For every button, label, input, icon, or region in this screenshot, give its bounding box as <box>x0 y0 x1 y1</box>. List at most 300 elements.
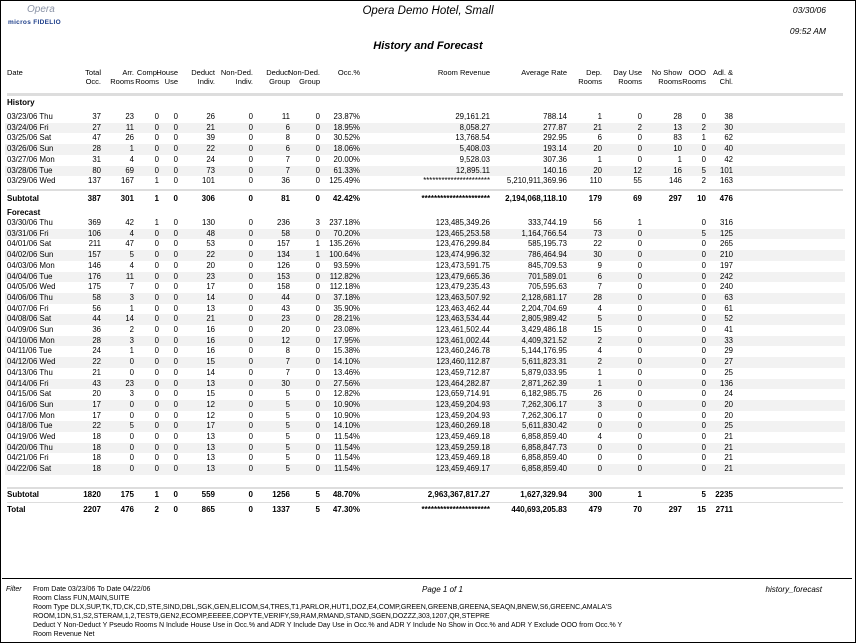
cell-total-occ: 31 <box>92 154 101 164</box>
cell-dep-rooms: 56 <box>593 218 602 227</box>
cell-arr-rooms: 11 <box>125 122 134 132</box>
cell-arr-rooms: 14 <box>125 314 134 324</box>
cell-comp-rooms: 0 <box>154 260 159 270</box>
cell-non-ded-group: 0 <box>315 325 320 334</box>
cell-non-ded-group: 0 <box>315 453 320 463</box>
cell-non-ded-group: 0 <box>315 399 320 409</box>
table-row <box>5 133 845 144</box>
cell-average-rate: 193.14 <box>543 144 567 154</box>
filter-line: Room Type DLX,SUP,TK,TD,CK,CD,STE,SIND,DBL,SGK,GEN,ELICOM,S4,TRES,T1,PARLOR,HUT1,DOZ,E4,COMP,GREEN,GREENB,GREENA,SEAQN,BNEW,S6,GREENC,AMALA'S <box>33 604 612 611</box>
table-row <box>5 357 845 368</box>
cell-date: 04/15/06 Sat <box>7 389 52 399</box>
cell-house-use: 0 <box>173 399 178 409</box>
cell-occ-pct: 10.90% <box>333 399 360 409</box>
cell-total-occ: 44 <box>92 314 101 324</box>
cell-dep-rooms: 20 <box>593 144 602 154</box>
cell-comp-rooms: 0 <box>154 271 159 281</box>
cell-day-use-rooms: 0 <box>637 367 642 377</box>
cell-house-use: 0 <box>173 292 178 302</box>
opera-logo: Opera <box>27 4 55 15</box>
cell-average-rate: 2,805,989.42 <box>521 314 567 324</box>
cell-day-use-rooms: 0 <box>637 144 642 154</box>
cell-day-use-rooms: 0 <box>637 464 642 474</box>
cell-dep-rooms: 28 <box>593 292 602 302</box>
cell-non-ded-indiv: 0 <box>248 303 253 313</box>
cell-occ-pct: 112.18% <box>329 282 360 292</box>
column-header-dep-rooms: Dep. Rooms <box>578 68 602 86</box>
cell-date: 03/29/06 Wed <box>7 176 56 186</box>
cell-date: 04/01/06 Sat <box>7 239 52 249</box>
cell-non-ded-group: 0 <box>315 133 320 143</box>
cell-house-use: 0 <box>173 432 178 441</box>
cell-comp-rooms: 0 <box>154 292 159 302</box>
cell-room-revenue: 123,459,469.17 <box>435 464 490 474</box>
cell-house-use: 0 <box>173 154 178 164</box>
cell-ooo-rooms: 2 <box>701 122 706 132</box>
cell-comp-rooms: 0 <box>154 399 159 409</box>
cell-average-rate: 140.16 <box>543 165 567 175</box>
table-row <box>5 400 845 411</box>
cell-date: 03/26/06 Sun <box>7 144 54 154</box>
cell-non-ded-indiv: 0 <box>248 122 253 132</box>
cell-average-rate: 5,611,830.42 <box>522 421 567 431</box>
cell-deduct-indiv: 14 <box>206 367 215 377</box>
cell-house-use: 0 <box>173 165 178 175</box>
cell-house-use: 0 <box>173 271 178 281</box>
cell-comp-rooms: 0 <box>154 314 159 324</box>
cell-ooo-rooms: 5 <box>701 228 706 238</box>
cell-deduct-group: 30 <box>281 378 290 388</box>
cell-deduct-group: 20 <box>281 325 290 334</box>
cell-deduct-group: 7 <box>285 357 290 367</box>
cell-deduct-group: 158 <box>276 282 290 292</box>
cell-average-rate: 1,627,329.94 <box>520 490 567 499</box>
cell-deduct-indiv: 23 <box>206 271 215 281</box>
cell-average-rate: 277.87 <box>543 122 567 132</box>
cell-adl-chl: 20 <box>724 410 733 420</box>
cell-day-use-rooms: 0 <box>637 239 642 249</box>
column-header-deduct-indiv: Deduct Indiv. <box>191 68 215 86</box>
cell-total-occ: 47 <box>92 133 101 143</box>
table-row <box>5 123 845 134</box>
cell-occ-pct: 10.90% <box>333 410 360 420</box>
cell-house-use: 0 <box>173 335 178 345</box>
cell-deduct-indiv: 559 <box>201 490 215 499</box>
cell-no-show-rooms: 297 <box>668 194 682 203</box>
cell-room-revenue: 123,460,269.18 <box>435 421 490 431</box>
cell-total-occ: 369 <box>87 218 101 227</box>
cell-deduct-indiv: 24 <box>206 154 215 164</box>
cell-deduct-group: 11 <box>281 112 290 121</box>
cell-non-ded-indiv: 0 <box>248 144 253 154</box>
cell-house-use: 0 <box>173 453 178 463</box>
cell-adl-chl: 2235 <box>715 490 733 499</box>
cell-ooo-rooms: 0 <box>701 218 706 227</box>
cell-comp-rooms: 0 <box>154 421 159 431</box>
cell-room-revenue: 9,528.03 <box>459 154 490 164</box>
cell-room-revenue: 123,479,665.36 <box>435 271 490 281</box>
cell-adl-chl: 197 <box>719 260 733 270</box>
cell-deduct-group: 5 <box>285 399 290 409</box>
cell-room-revenue: 29,161.21 <box>455 112 490 121</box>
forecast-section-label: Forecast <box>7 208 41 217</box>
cell-day-use-rooms: 0 <box>637 314 642 324</box>
cell-deduct-indiv: 48 <box>206 228 215 238</box>
cell-non-ded-group: 1 <box>315 239 320 249</box>
cell-average-rate: 701,589.01 <box>527 271 567 281</box>
cell-arr-rooms: 42 <box>125 218 134 227</box>
cell-adl-chl: 24 <box>724 389 733 399</box>
cell-occ-pct: 93.59% <box>333 260 360 270</box>
cell-adl-chl: 242 <box>719 271 733 281</box>
cell-house-use: 0 <box>173 490 178 499</box>
cell-comp-rooms: 0 <box>154 144 159 154</box>
cell-arr-rooms: 7 <box>129 282 134 292</box>
cell-arr-rooms: 167 <box>120 176 134 186</box>
cell-deduct-indiv: 73 <box>206 165 215 175</box>
history-section-label: History <box>7 98 35 107</box>
total-row <box>5 505 845 516</box>
cell-ooo-rooms: 2 <box>701 176 706 186</box>
cell-ooo-rooms: 1 <box>701 133 706 143</box>
cell-occ-pct: 23.08% <box>333 325 360 334</box>
cell-average-rate: 6,858,859.40 <box>521 464 567 474</box>
cell-comp-rooms: 1 <box>154 194 159 203</box>
cell-room-revenue: ********************** <box>421 505 490 514</box>
cell-deduct-group: 23 <box>281 314 290 324</box>
cell-house-use: 0 <box>173 325 178 334</box>
cell-no-show-rooms: 1 <box>677 154 682 164</box>
cell-date: 03/27/06 Mon <box>7 154 55 164</box>
cell-dep-rooms: 4 <box>597 432 602 441</box>
cell-deduct-group: 5 <box>285 442 290 452</box>
cell-ooo-rooms: 0 <box>701 112 706 121</box>
cell-non-ded-group: 0 <box>315 335 320 345</box>
cell-dep-rooms: 15 <box>593 325 602 334</box>
cell-adl-chl: 21 <box>724 432 733 441</box>
cell-total-occ: 27 <box>92 122 101 132</box>
cell-comp-rooms: 0 <box>154 346 159 356</box>
table-row <box>5 346 845 357</box>
cell-room-revenue: 123,460,112.87 <box>436 357 490 367</box>
cell-deduct-indiv: 16 <box>206 346 215 356</box>
cell-deduct-group: 5 <box>285 464 290 474</box>
cell-date: 04/07/06 Fri <box>7 303 49 313</box>
cell-average-rate: 292.95 <box>543 133 567 143</box>
cell-date: 04/21/06 Fri <box>7 453 49 463</box>
cell-non-ded-indiv: 0 <box>248 239 253 249</box>
cell-ooo-rooms: 15 <box>697 505 706 514</box>
cell-no-show-rooms: 297 <box>668 505 682 514</box>
cell-non-ded-indiv: 0 <box>248 464 253 474</box>
cell-non-ded-group: 0 <box>315 303 320 313</box>
cell-ooo-rooms: 0 <box>701 442 706 452</box>
cell-day-use-rooms: 0 <box>637 303 642 313</box>
cell-dep-rooms: 1 <box>597 154 602 164</box>
cell-deduct-indiv: 101 <box>201 176 215 186</box>
cell-average-rate: 3,429,486.18 <box>521 325 567 334</box>
cell-occ-pct: 17.95% <box>333 335 360 345</box>
cell-arr-rooms: 11 <box>125 271 134 281</box>
cell-arr-rooms: 175 <box>120 490 134 499</box>
cell-date: Subtotal <box>7 194 39 203</box>
cell-adl-chl: 25 <box>724 421 733 431</box>
cell-average-rate: 6,182,985.75 <box>521 389 567 399</box>
column-header-arr-rooms: Arr. Rooms <box>110 68 134 86</box>
cell-deduct-group: 5 <box>285 389 290 399</box>
cell-total-occ: 28 <box>92 335 101 345</box>
forecast-subtotal-row <box>5 490 845 501</box>
cell-occ-pct: 112.82% <box>329 271 360 281</box>
cell-adl-chl: 27 <box>724 357 733 367</box>
cell-day-use-rooms: 0 <box>637 378 642 388</box>
cell-date: 04/14/06 Fri <box>7 378 49 388</box>
cell-comp-rooms: 0 <box>154 165 159 175</box>
table-row <box>5 282 845 293</box>
cell-deduct-group: 43 <box>281 303 290 313</box>
cell-total-occ: 18 <box>92 453 101 463</box>
cell-comp-rooms: 1 <box>154 176 159 186</box>
cell-non-ded-indiv: 0 <box>248 133 253 143</box>
hotel-name: Opera Demo Hotel, Small <box>362 5 494 17</box>
cell-total-occ: 37 <box>92 112 101 121</box>
cell-house-use: 0 <box>173 303 178 313</box>
cell-house-use: 0 <box>173 176 178 186</box>
cell-date: 04/18/06 Tue <box>7 421 53 431</box>
cell-room-revenue: ********************** <box>421 194 490 203</box>
cell-non-ded-indiv: 0 <box>248 432 253 441</box>
cell-date: Total <box>7 505 26 514</box>
cell-ooo-rooms: 0 <box>701 346 706 356</box>
cell-average-rate: 705,595.63 <box>527 282 567 292</box>
cell-ooo-rooms: 0 <box>701 239 706 249</box>
cell-total-occ: 175 <box>87 282 101 292</box>
history-subtotal-divider <box>7 189 843 191</box>
cell-house-use: 0 <box>173 367 178 377</box>
cell-total-occ: 20 <box>92 389 101 399</box>
filter-line: Deduct Y Non-Deduct Y Pseudo Rooms N Include House Use in Occ.% and ADR Y Include Day Use in Occ.% and ADR Y Include No Show in Occ.% and ADR Y Exclude OOO from Occ.% Y <box>33 622 623 629</box>
cell-comp-rooms: 0 <box>154 335 159 345</box>
cell-non-ded-indiv: 0 <box>248 421 253 431</box>
forecast-subtotal-divider <box>7 487 843 489</box>
cell-arr-rooms: 0 <box>129 399 134 409</box>
cell-deduct-group: 5 <box>285 453 290 463</box>
cell-total-occ: 17 <box>92 410 101 420</box>
cell-non-ded-indiv: 0 <box>248 282 253 292</box>
cell-arr-rooms: 4 <box>129 228 134 238</box>
cell-dep-rooms: 1 <box>597 367 602 377</box>
cell-ooo-rooms: 0 <box>701 260 706 270</box>
cell-occ-pct: 100.64% <box>329 250 360 260</box>
cell-house-use: 0 <box>173 389 178 399</box>
cell-comp-rooms: 0 <box>154 239 159 249</box>
cell-comp-rooms: 0 <box>154 378 159 388</box>
cell-arr-rooms: 3 <box>129 389 134 399</box>
cell-comp-rooms: 0 <box>154 367 159 377</box>
cell-date: 03/23/06 Thu <box>7 112 53 121</box>
cell-day-use-rooms: 55 <box>633 176 642 186</box>
cell-deduct-indiv: 17 <box>206 282 215 292</box>
cell-arr-rooms: 1 <box>129 144 134 154</box>
cell-deduct-group: 8 <box>285 133 290 143</box>
cell-house-use: 0 <box>173 314 178 324</box>
cell-room-revenue: 123,659,714.91 <box>435 389 490 399</box>
cell-deduct-indiv: 14 <box>206 292 215 302</box>
cell-adl-chl: 210 <box>719 250 733 260</box>
cell-non-ded-indiv: 0 <box>248 410 253 420</box>
cell-date: 04/12/06 Wed <box>7 357 56 367</box>
cell-non-ded-group: 1 <box>315 250 320 260</box>
table-row <box>5 379 845 390</box>
cell-adl-chl: 316 <box>719 218 733 227</box>
cell-comp-rooms: 0 <box>154 442 159 452</box>
cell-deduct-group: 236 <box>276 218 290 227</box>
cell-occ-pct: 20.00% <box>333 154 360 164</box>
cell-date: 03/30/06 Thu <box>7 218 53 227</box>
cell-non-ded-indiv: 0 <box>248 389 253 399</box>
table-row <box>5 453 845 464</box>
cell-dep-rooms: 2 <box>597 335 602 345</box>
report-title: History and Forecast <box>373 40 483 52</box>
cell-adl-chl: 21 <box>724 442 733 452</box>
cell-occ-pct: 23.87% <box>333 112 360 121</box>
table-row <box>5 293 845 304</box>
table-row <box>5 176 845 187</box>
cell-non-ded-indiv: 0 <box>248 194 253 203</box>
cell-total-occ: 211 <box>88 239 101 249</box>
cell-date: 04/22/06 Sat <box>7 464 52 474</box>
cell-day-use-rooms: 0 <box>637 271 642 281</box>
column-header-ooo-rooms: OOO Rooms <box>682 68 706 86</box>
cell-average-rate: 786,464.94 <box>527 250 567 260</box>
cell-average-rate: 2,194,068,118.10 <box>505 194 567 203</box>
cell-adl-chl: 21 <box>724 464 733 474</box>
cell-adl-chl: 62 <box>724 133 733 143</box>
cell-ooo-rooms: 5 <box>701 165 706 175</box>
cell-ooo-rooms: 0 <box>701 282 706 292</box>
cell-date: 04/04/06 Tue <box>7 271 53 281</box>
cell-deduct-group: 58 <box>281 228 290 238</box>
cell-room-revenue: 123,460,246.78 <box>435 346 490 356</box>
cell-average-rate: 585,195.73 <box>527 239 567 249</box>
cell-room-revenue: 123,485,349.26 <box>435 218 490 227</box>
cell-adl-chl: 42 <box>724 154 733 164</box>
cell-deduct-indiv: 13 <box>206 453 215 463</box>
cell-date: 04/17/06 Mon <box>7 410 55 420</box>
cell-dep-rooms: 7 <box>597 282 602 292</box>
report-name: history_forecast <box>765 585 822 594</box>
column-header-total-occ: Total Occ. <box>85 68 101 86</box>
cell-room-revenue: 123,464,282.87 <box>435 378 490 388</box>
cell-house-use: 0 <box>173 122 178 132</box>
cell-deduct-group: 44 <box>281 292 290 302</box>
cell-average-rate: 4,409,321.52 <box>521 335 567 345</box>
cell-ooo-rooms: 0 <box>701 144 706 154</box>
cell-adl-chl: 20 <box>724 399 733 409</box>
cell-deduct-group: 1256 <box>272 490 290 499</box>
cell-day-use-rooms: 0 <box>637 335 642 345</box>
cell-average-rate: 440,693,205.83 <box>511 505 567 514</box>
table-row <box>5 218 845 229</box>
cell-no-show-rooms: 146 <box>668 176 682 186</box>
cell-non-ded-group: 0 <box>315 282 320 292</box>
cell-non-ded-group: 0 <box>315 176 320 186</box>
cell-day-use-rooms: 0 <box>637 410 642 420</box>
table-row <box>5 112 845 123</box>
history-subtotal-row <box>5 194 845 205</box>
cell-total-occ: 22 <box>92 421 101 431</box>
cell-arr-rooms: 0 <box>129 453 134 463</box>
table-row <box>5 304 845 315</box>
cell-dep-rooms: 73 <box>593 228 602 238</box>
cell-ooo-rooms: 0 <box>701 453 706 463</box>
cell-deduct-group: 7 <box>285 165 290 175</box>
cell-ooo-rooms: 0 <box>701 250 706 260</box>
column-header-non-ded-group: Non-Ded. Group <box>287 68 320 86</box>
cell-non-ded-group: 0 <box>315 144 320 154</box>
cell-comp-rooms: 1 <box>154 490 159 499</box>
cell-comp-rooms: 0 <box>154 282 159 292</box>
cell-deduct-indiv: 21 <box>206 122 215 132</box>
cell-ooo-rooms: 0 <box>701 389 706 399</box>
cell-house-use: 0 <box>173 260 178 270</box>
cell-arr-rooms: 1 <box>129 346 134 356</box>
cell-arr-rooms: 3 <box>129 335 134 345</box>
table-row <box>5 239 845 250</box>
cell-non-ded-group: 3 <box>315 218 320 227</box>
cell-dep-rooms: 0 <box>597 421 602 431</box>
cell-no-show-rooms: 13 <box>673 122 682 132</box>
cell-house-use: 0 <box>173 112 178 121</box>
cell-comp-rooms: 0 <box>154 133 159 143</box>
cell-room-revenue: 123,465,253.58 <box>435 228 490 238</box>
table-row <box>5 389 845 400</box>
cell-average-rate: 6,858,847.73 <box>521 442 567 452</box>
cell-date: 04/19/06 Wed <box>7 432 56 441</box>
cell-occ-pct: 18.06% <box>333 144 360 154</box>
cell-dep-rooms: 4 <box>597 303 602 313</box>
cell-dep-rooms: 1 <box>597 378 602 388</box>
cell-date: 03/25/06 Sat <box>7 133 52 143</box>
cell-dep-rooms: 0 <box>597 464 602 474</box>
cell-total-occ: 18 <box>92 464 101 474</box>
cell-average-rate: 307.36 <box>543 154 567 164</box>
cell-room-revenue: 123,459,204.93 <box>435 410 490 420</box>
cell-ooo-rooms: 0 <box>701 314 706 324</box>
cell-occ-pct: 42.42% <box>332 194 360 203</box>
cell-adl-chl: 125 <box>719 228 733 238</box>
cell-occ-pct: 28.21% <box>333 314 360 324</box>
table-row <box>5 155 845 166</box>
cell-dep-rooms: 5 <box>597 314 602 324</box>
cell-dep-rooms: 110 <box>589 176 602 186</box>
cell-deduct-indiv: 22 <box>206 144 215 154</box>
cell-non-ded-indiv: 0 <box>248 176 253 186</box>
cell-non-ded-indiv: 0 <box>248 271 253 281</box>
cell-room-revenue: 123,476,299.84 <box>435 239 490 249</box>
cell-non-ded-indiv: 0 <box>248 250 253 260</box>
cell-deduct-group: 36 <box>281 176 290 186</box>
cell-room-revenue: 123,461,502.44 <box>435 325 490 334</box>
cell-arr-rooms: 23 <box>125 378 134 388</box>
cell-date: 04/05/06 Wed <box>7 282 56 292</box>
cell-non-ded-indiv: 0 <box>248 505 253 514</box>
filter-line: ROOM,1DN,S1,S2,STERAM,1,2,TEST9,GEN2,ECOMP,EEEEE,COPYTE,VERIFY,S9,RAM,RMAND,STAND,SGEN,DOZZZ,303,1207,QR,STEPRE <box>33 613 490 620</box>
cell-ooo-rooms: 0 <box>701 399 706 409</box>
cell-average-rate: 2,204,704.69 <box>521 303 567 313</box>
cell-non-ded-group: 0 <box>315 367 320 377</box>
cell-deduct-indiv: 16 <box>206 325 215 334</box>
